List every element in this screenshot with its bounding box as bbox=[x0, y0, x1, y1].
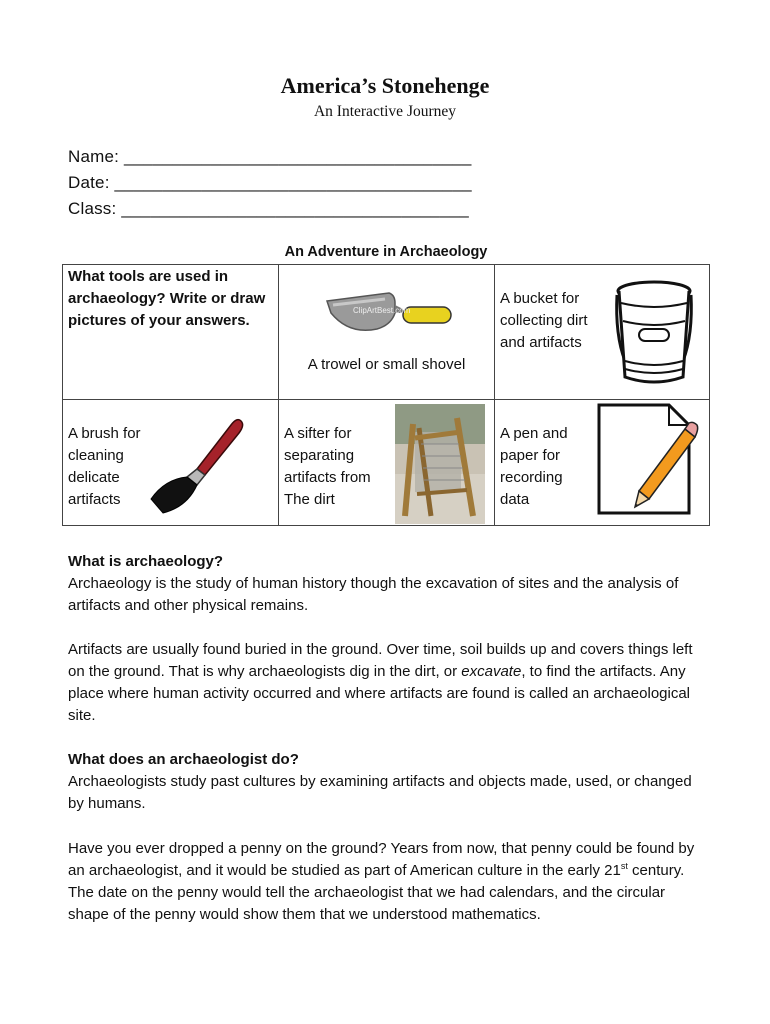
what-is-paragraph-1: Archaeology is the study of human history though the excavation of sites and the analysis of artifacts and other physical remains. bbox=[68, 575, 679, 614]
bucket-label: A bucket for collecting dirt and artifacts bbox=[500, 290, 588, 351]
pen-paper-label: A pen and paper for recording data bbox=[500, 425, 568, 508]
class-field[interactable]: Class: ____________________________________ bbox=[68, 199, 469, 218]
page-subtitle: An Interactive Journey bbox=[313, 103, 457, 120]
sifter-photo bbox=[395, 404, 485, 529]
pencil-paper-image bbox=[595, 403, 701, 522]
name-field[interactable]: Name: ____________________________________ bbox=[68, 147, 472, 166]
tools-table bbox=[62, 264, 710, 526]
brush-label: A brush for cleaning delicate artifacts bbox=[68, 425, 141, 508]
date-field[interactable]: Date: _____________________________________ bbox=[68, 173, 472, 192]
trowel-image bbox=[319, 283, 459, 352]
trowel-label: A trowel or small shovel bbox=[307, 356, 466, 373]
table-prompt: What tools are used in archaeology? Write or draw pictures of your answers. bbox=[68, 268, 266, 329]
page-title: America’s Stonehenge bbox=[280, 73, 490, 98]
sifter-label: A sifter for separating artifacts from The dirt bbox=[284, 425, 371, 508]
what-does-heading: What does an archaeologist do? bbox=[68, 751, 299, 768]
what-does-paragraph-1: Archaeologists study past cultures by examining artifacts and objects made, used, or changed by humans. bbox=[68, 773, 692, 812]
what-is-paragraph-2: Artifacts are usually found buried in the ground. Over time, soil builds up and covers things left on the ground. That is why archaeologists dig in the dirt, or excavate, to find the artifacts. Any place where human activity occurred and where artifacts are found is called an archaeological site. bbox=[68, 641, 693, 724]
table-caption: An Adventure in Archaeology bbox=[284, 244, 488, 260]
excavate-term: excavate bbox=[461, 663, 522, 680]
paintbrush-image bbox=[147, 415, 247, 524]
what-is-heading: What is archaeology? bbox=[68, 553, 224, 570]
bucket-image bbox=[611, 273, 697, 394]
what-does-paragraph-2: Have you ever dropped a penny on the ground? Years from now, that penny could be found by an archaeologist, and it would be studied as part of American culture in the early 21st century. The date on the penny would tell the archaeologist that we had calendars, and the circular shape of the penny would show them that we understood mathematics. bbox=[68, 840, 695, 923]
trowel-watermark: ClipArtBest.com bbox=[353, 306, 411, 315]
